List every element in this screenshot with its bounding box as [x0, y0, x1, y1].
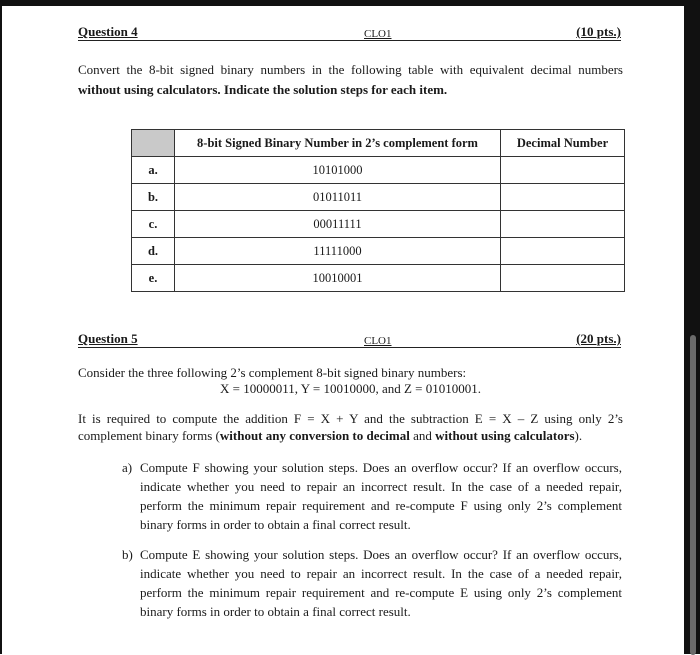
row-label: c. [132, 211, 175, 238]
row-decimal [501, 238, 625, 265]
question-5-clo: CLO1 [364, 335, 392, 347]
row-binary: 10101000 [175, 157, 501, 184]
row-binary: 10010001 [175, 265, 501, 292]
item-a-text: Compute F showing your solution steps. Does an overflow occur? If an overflow occurs, indicate whether you need to repair an incorrect result. In the case of a needed repair, perform the minimum repair requirement and re-compute F using only 2’s complement binary forms in order to obtain a final correct result. [140, 460, 622, 532]
question-5-title: Question 5 [78, 331, 138, 346]
table-row [132, 211, 625, 238]
requirement-bold-2: without using calculators [435, 428, 575, 443]
question-5-requirement [78, 410, 623, 444]
requirement-text-2: and [409, 428, 436, 443]
table-header-decimal: Decimal Number [501, 130, 625, 157]
table-header-corner [132, 130, 175, 157]
row-decimal [501, 211, 625, 238]
row-label: e. [132, 265, 175, 292]
question-4-points: (10 pts.) [576, 24, 621, 39]
table-row [132, 265, 625, 292]
list-item-a [122, 458, 622, 534]
row-decimal [501, 184, 625, 211]
conversion-table [131, 129, 625, 292]
question-4-title: Question 4 [78, 24, 138, 39]
row-binary: 01011011 [175, 184, 501, 211]
question-5-intro: Consider the three following 2’s complement 8-bit signed binary numbers: [78, 365, 467, 380]
table-row [132, 184, 625, 211]
requirement-text-3: ). [574, 428, 583, 443]
question-4-intro: Convert the 8-bit signed binary numbers in the following table with equivalent decimal numbers [78, 62, 623, 77]
item-b-label: b) [122, 547, 133, 562]
row-binary: 00011111 [175, 211, 501, 238]
row-label: d. [132, 238, 175, 265]
question-5-values: X = 10000011, Y = 10010000, and Z = 01010001. [219, 381, 482, 396]
scrollbar-thumb[interactable] [690, 335, 696, 655]
question-5-header [78, 329, 621, 348]
item-b-text: Compute E showing your solution steps. Does an overflow occur? If an overflow occurs, indicate whether you need to repair an incorrect result. In the case of a needed repair, perform the minimum repair requirement and re-compute E using only 2’s complement binary forms in order to obtain a final correct result. [140, 547, 622, 619]
requirement-text-1: It is required to compute the addition F = X + Y and the subtraction E = X – Z using only 2’s complement binary forms ( [78, 411, 623, 443]
row-label: a. [132, 157, 175, 184]
window-top-edge [0, 0, 700, 6]
row-decimal [501, 265, 625, 292]
row-binary: 11111000 [175, 238, 501, 265]
table-header-binary: 8-bit Signed Binary Number in 2’s complement form [175, 130, 501, 157]
table-header-row [132, 130, 625, 157]
item-a-label: a) [122, 460, 133, 475]
question-4-intro-bold: without using calculators. Indicate the solution steps for each item. [78, 82, 448, 97]
table-row [132, 238, 625, 265]
window-left-edge [0, 0, 2, 654]
list-item-b [122, 545, 622, 621]
requirement-bold-1: without any conversion to decimal [219, 428, 410, 443]
row-decimal [501, 157, 625, 184]
question-5-points: (20 pts.) [576, 331, 621, 346]
row-label: b. [132, 184, 175, 211]
question-4-clo: CLO1 [364, 28, 392, 40]
question-4-header [78, 22, 621, 41]
question-4-instructions [78, 60, 623, 100]
table-row [132, 157, 625, 184]
